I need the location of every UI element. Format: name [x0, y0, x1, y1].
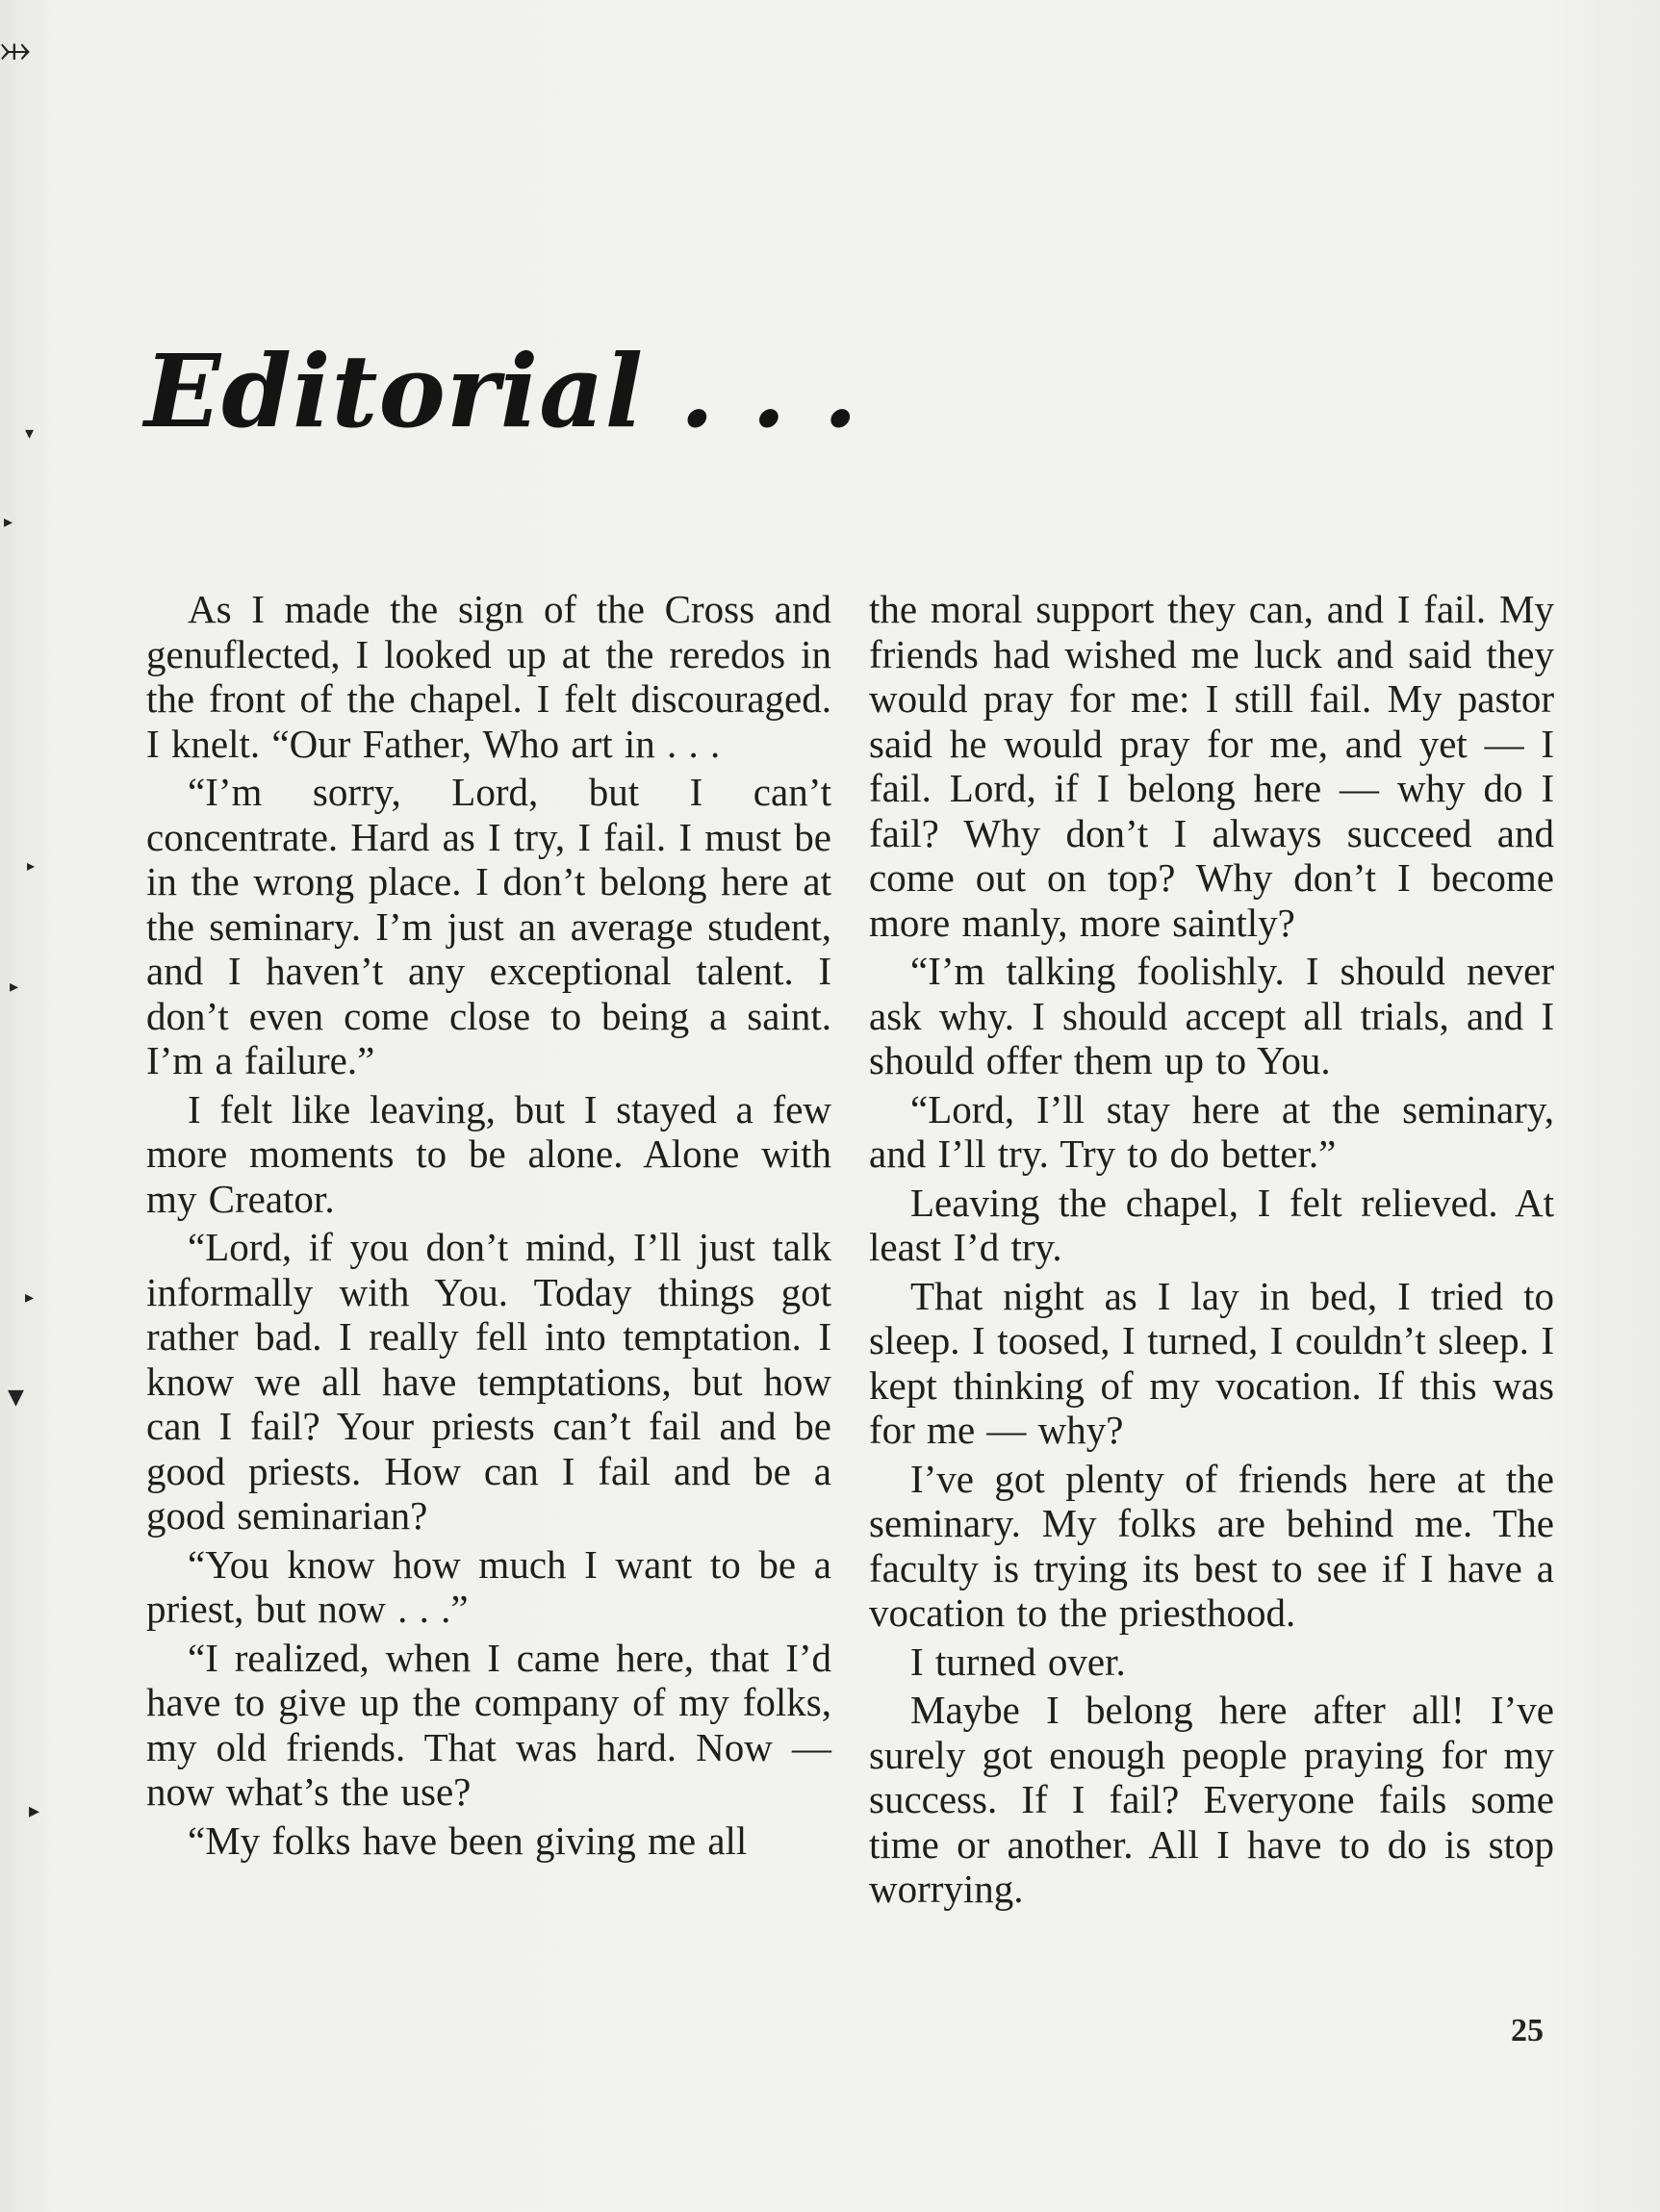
right-column [869, 587, 1554, 1916]
paragraph: “Lord, I’ll stay here at the seminary, and I’ll try. Try to do better.” [869, 1086, 1554, 1176]
page-number: 25 [1511, 2013, 1544, 2048]
paragraph: I felt like leaving, but I stayed a few more moments to be alone. Alone with my Creator. [146, 1086, 831, 1221]
binding-mark: ▸ [29, 1799, 40, 1823]
paragraph: That night as I lay in bed, I tried to sleep. I toosed, I turned, I couldn’t sleep. I kept thinking of my vocation. If this was for me — why? [869, 1273, 1554, 1452]
paragraph: Maybe I belong here after all! I’ve surely got enough people praying for my success. If I fail? Everyone fails some time or another. All I have to do is stop worrying. [869, 1688, 1554, 1911]
paragraph: Leaving the chapel, I felt relieved. At least I’d try. [869, 1180, 1554, 1269]
binding-mark: ▸ [25, 1287, 35, 1308]
binding-mark: ▾ [25, 423, 35, 444]
paragraph: “I realized, when I came here, that I’d have to give up the company of my folks, my old friends. That was hard. Now — now what’s the use? [146, 1635, 831, 1814]
binding-mark: ▸ [27, 856, 36, 875]
paragraph: “I’m sorry, Lord, but I can’t concentrate. Hard as I try, I fail. I must be in the wrong place. I don’t belong here at the seminary. I’m just an average student, and I haven’t any exceptional talent. I don’t even come close to being a saint. I’m a failure.” [146, 770, 831, 1082]
paragraph: I turned over. [910, 1639, 1126, 1684]
binding-mark: ▸ [4, 512, 13, 532]
paragraph: “My folks have been giving me all [188, 1818, 748, 1863]
page-title: Editorial . . . [144, 331, 859, 450]
paragraph: “You know how much I want to be a priest, but now . . .” [146, 1541, 831, 1631]
paragraph: the moral support they can, and I fail. My friends had wished me luck and said they would pray for me: I still fail. My pastor said he would pray for me, and yet — I fail. Lord, if I belong here — why do I fail? Why don’t I always succeed and come out on top? Why don’t I become more manly, more saintly? [869, 587, 1554, 945]
paragraph: “I’m talking foolishly. I should never ask why. I should accept all trials, and I should offer them up to You. [869, 949, 1554, 1082]
binding-mark: ⤔ [0, 27, 31, 71]
paragraph: I’ve got plenty of friends here at the seminary. My folks are behind me. The faculty is trying its best to see if I have a vocation to the priesthood. [869, 1456, 1554, 1635]
binding-mark: ▼ [8, 1386, 24, 1410]
binding-mark: ▸ [10, 977, 19, 997]
left-column [146, 587, 831, 1867]
paragraph: As I made the sign of the Cross and genuflected, I looked up at the reredos in the front of the chapel. I felt discouraged. I knelt. “Our Father, Who art in . . . [146, 587, 831, 766]
paragraph: “Lord, if you don’t mind, I’ll just talk informally with You. Today things got rather bad. I really fell into temptation. I know we all have temptations, but how can I fail? Your priests can’t fail and be good priests. How can I fail and be a good seminarian? [146, 1225, 831, 1538]
